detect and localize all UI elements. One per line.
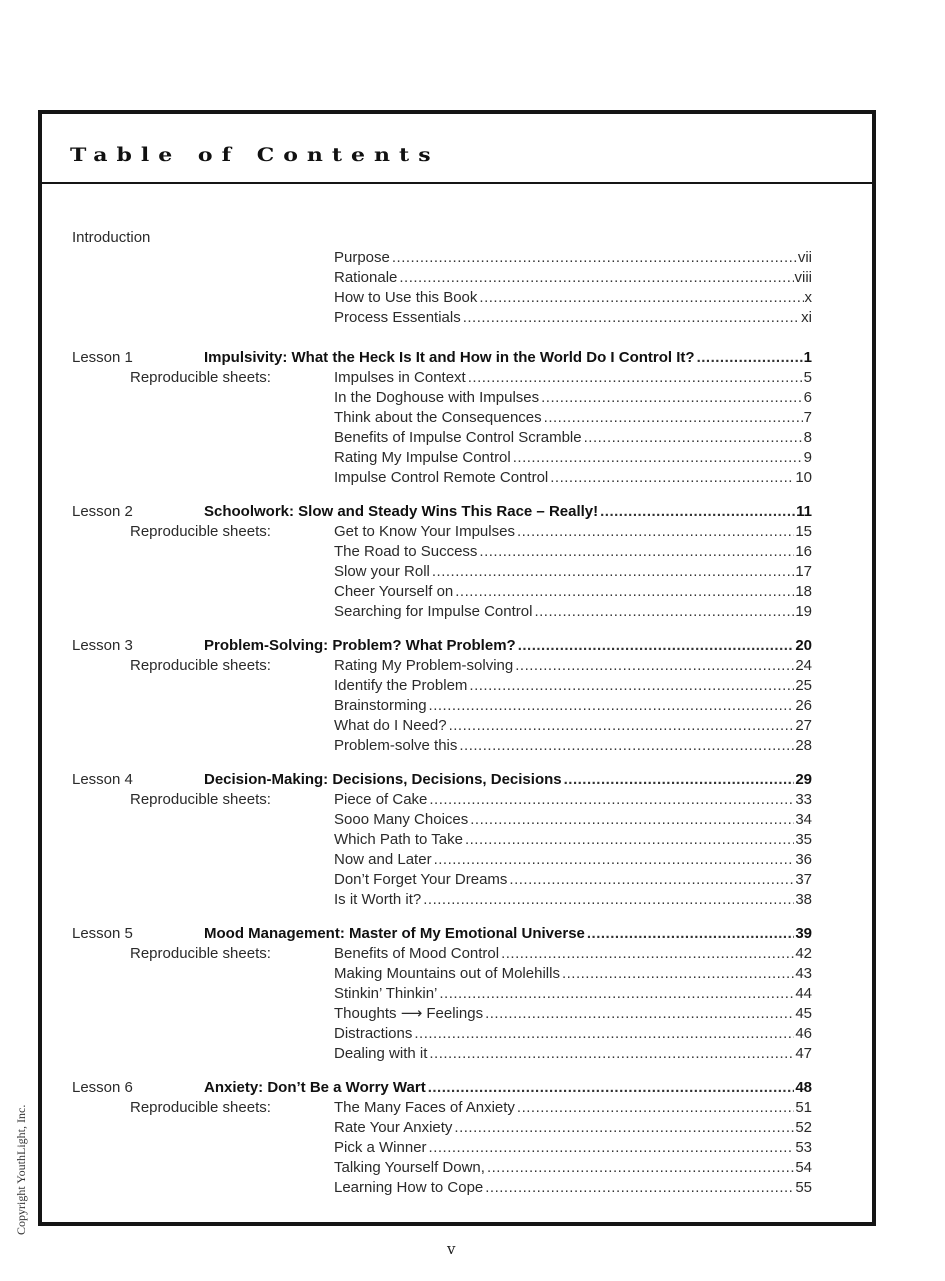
sheet-item[interactable] <box>334 582 812 602</box>
dot-leader <box>432 562 794 582</box>
entry-page-number: 24 <box>795 657 812 674</box>
sheet-item[interactable] <box>334 1044 812 1064</box>
sheet-item[interactable] <box>334 562 812 582</box>
lesson-title[interactable] <box>204 924 812 944</box>
page-title: Table of Contents <box>70 144 440 167</box>
entry-page-number: 8 <box>803 429 812 446</box>
entry-title: Anxiety: Don’t Be a Worry Wart <box>204 1079 426 1096</box>
reproducible-sheets-label: Reproducible sheets: <box>130 945 271 962</box>
entry-page-number: 29 <box>795 771 812 788</box>
dot-leader <box>465 830 794 850</box>
sheet-item[interactable] <box>334 964 812 984</box>
sheet-item[interactable] <box>334 468 812 488</box>
entry-page-number: 7 <box>803 409 812 426</box>
entry-title: The Road to Success <box>334 543 478 560</box>
sheet-item[interactable] <box>334 656 812 676</box>
dot-leader <box>399 268 793 288</box>
dot-leader <box>479 542 794 562</box>
sheet-item[interactable] <box>334 1098 812 1118</box>
lesson-label: Lesson 5 <box>72 925 133 942</box>
entry-page-number: 54 <box>795 1159 812 1176</box>
entry-page-number: 10 <box>795 469 812 486</box>
entry-page-number: 53 <box>795 1139 812 1156</box>
entry-page-number: 20 <box>795 637 812 654</box>
dot-leader <box>487 1158 794 1178</box>
entry-page-number: 33 <box>795 791 812 808</box>
dot-leader <box>513 448 803 468</box>
entry-page-number: 48 <box>795 1079 812 1096</box>
entry-title: Problem-solve this <box>334 737 458 754</box>
entry-page-number: 6 <box>803 389 812 406</box>
dot-leader <box>515 656 794 676</box>
entry-page-number: 1 <box>803 349 812 366</box>
entry-page-number: 55 <box>795 1179 812 1196</box>
entry-page-number: 17 <box>795 563 812 580</box>
entry-title: Problem-Solving: Problem? What Problem? <box>204 637 516 654</box>
lesson-label: Lesson 2 <box>72 503 133 520</box>
lesson-title[interactable] <box>204 1078 812 1098</box>
entry-title: Thoughts ⟶ Feelings <box>334 1005 484 1022</box>
entry-page-number: 42 <box>795 945 812 962</box>
sheet-item[interactable] <box>334 602 812 622</box>
dot-leader <box>541 388 803 408</box>
reproducible-sheets-label: Reproducible sheets: <box>130 523 271 540</box>
entry-title: Cheer Yourself on <box>334 583 454 600</box>
entry-title: Brainstorming <box>334 697 427 714</box>
entry-title: Stinkin’ Thinkin’ <box>334 985 438 1002</box>
sheet-item[interactable] <box>334 1178 812 1198</box>
dot-leader <box>550 468 794 488</box>
entry-page-number: 19 <box>795 603 812 620</box>
reproducible-sheets-label: Reproducible sheets: <box>130 791 271 808</box>
entry-page-number: 16 <box>795 543 812 560</box>
sheet-item[interactable] <box>334 810 812 830</box>
sheet-item[interactable] <box>334 890 812 910</box>
sheet-item[interactable] <box>334 676 812 696</box>
dot-leader <box>564 770 795 790</box>
entry-page-number: xi <box>801 309 812 326</box>
entry-title: Sooo Many Choices <box>334 811 469 828</box>
sheet-item[interactable] <box>334 870 812 890</box>
entry-page-number: x <box>804 289 812 306</box>
dot-leader <box>455 582 794 602</box>
entry-title: Pick a Winner <box>334 1139 427 1156</box>
dot-leader <box>392 248 797 268</box>
dot-leader <box>463 308 800 328</box>
entry-title: Dealing with it <box>334 1045 428 1062</box>
page-number: v <box>447 1240 456 1258</box>
entry-page-number: 39 <box>795 925 812 942</box>
entry-page-number: 18 <box>795 583 812 600</box>
entry-title: Mood Management: Master of My Emotional Universe <box>204 925 585 942</box>
dot-leader <box>429 696 795 716</box>
entry-title: Decision-Making: Decisions, Decisions, Decisions <box>204 771 562 788</box>
reproducible-sheets-label: Reproducible sheets: <box>130 369 271 386</box>
entry-title: Impulses in Context <box>334 369 466 386</box>
entry-title: Piece of Cake <box>334 791 428 808</box>
dot-leader <box>454 1118 794 1138</box>
entry-title: Searching for Impulse Control <box>334 603 533 620</box>
dot-leader <box>534 602 794 622</box>
dot-leader <box>518 636 795 656</box>
sheet-item[interactable] <box>334 696 812 716</box>
entry-title: Think about the Consequences <box>334 409 542 426</box>
sheet-item[interactable] <box>334 736 812 756</box>
sheet-item[interactable] <box>334 448 812 468</box>
entry-title: Impulse Control Remote Control <box>334 469 549 486</box>
entry-title: Learning How to Cope <box>334 1179 484 1196</box>
entry-page-number: 28 <box>795 737 812 754</box>
dot-leader <box>414 1024 794 1044</box>
entry-title: Benefits of Mood Control <box>334 945 500 962</box>
entry-page-number: 47 <box>795 1045 812 1062</box>
dot-leader <box>449 716 795 736</box>
reproducible-sheets-label: Reproducible sheets: <box>130 657 271 674</box>
entry-page-number: 5 <box>803 369 812 386</box>
dot-leader <box>468 368 803 388</box>
entry-page-number: 51 <box>795 1099 812 1116</box>
entry-title: Talking Yourself Down, <box>334 1159 485 1176</box>
entry-title: The Many Faces of Anxiety <box>334 1099 515 1116</box>
introduction-label: Introduction <box>72 229 151 246</box>
sheet-item[interactable] <box>334 1024 812 1044</box>
dot-leader <box>501 944 794 964</box>
lesson-title[interactable] <box>204 502 812 522</box>
entry-title: Is it Worth it? <box>334 891 422 908</box>
entry-title: Identify the Problem <box>334 677 468 694</box>
sheet-item[interactable] <box>334 850 812 870</box>
entry-title: Don’t Forget Your Dreams <box>334 871 508 888</box>
toc-header <box>42 114 872 184</box>
intro-item[interactable] <box>334 308 812 328</box>
dot-leader <box>485 1178 794 1198</box>
lesson-title[interactable] <box>204 770 812 790</box>
entry-title: Rating My Problem-solving <box>334 657 514 674</box>
entry-title: Which Path to Take <box>334 831 463 848</box>
dot-leader <box>423 890 794 910</box>
entry-title: Rationale <box>334 269 398 286</box>
dot-leader <box>439 984 794 1004</box>
sheet-item[interactable] <box>334 542 812 562</box>
dot-leader <box>485 1004 794 1024</box>
entry-page-number: 45 <box>795 1005 812 1022</box>
sheet-item[interactable] <box>334 408 812 428</box>
entry-page-number: 43 <box>795 965 812 982</box>
dot-leader <box>470 810 794 830</box>
entry-title: Get to Know Your Impulses <box>334 523 515 540</box>
sheet-item[interactable] <box>334 790 812 810</box>
reproducible-sheets-label: Reproducible sheets: <box>130 1099 271 1116</box>
entry-page-number: 52 <box>795 1119 812 1136</box>
dot-leader <box>587 924 794 944</box>
dot-leader <box>429 1044 794 1064</box>
dot-leader <box>584 428 803 448</box>
entry-title: Process Essentials <box>334 309 461 326</box>
sheet-item[interactable] <box>334 830 812 850</box>
entry-title: Rate Your Anxiety <box>334 1119 453 1136</box>
entry-page-number: 46 <box>795 1025 812 1042</box>
dot-leader <box>562 964 794 984</box>
entry-title: Rating My Impulse Control <box>334 449 511 466</box>
lesson-title[interactable] <box>204 348 812 368</box>
entry-page-number: 11 <box>796 503 812 520</box>
entry-page-number: 35 <box>795 831 812 848</box>
entry-title: How to Use this Book <box>334 289 478 306</box>
dot-leader <box>469 676 794 696</box>
entry-title: Benefits of Impulse Control Scramble <box>334 429 582 446</box>
toc-frame <box>38 110 876 1226</box>
dot-leader <box>429 790 794 810</box>
lesson-label: Lesson 3 <box>72 637 133 654</box>
copyright-notice: Copyright YouthLight, Inc. <box>14 1104 28 1235</box>
intro-item[interactable] <box>334 268 812 288</box>
entry-page-number: 44 <box>795 985 812 1002</box>
entry-page-number: 9 <box>803 449 812 466</box>
dot-leader <box>459 736 794 756</box>
sheet-item[interactable] <box>334 1118 812 1138</box>
lesson-label: Lesson 1 <box>72 349 133 366</box>
sheet-item[interactable] <box>334 1138 812 1158</box>
sheet-item[interactable] <box>334 716 812 736</box>
lesson-label: Lesson 6 <box>72 1079 133 1096</box>
entry-page-number: vii <box>797 249 812 266</box>
entry-page-number: viii <box>794 269 812 286</box>
entry-page-number: 34 <box>795 811 812 828</box>
entry-page-number: 15 <box>795 523 812 540</box>
entry-title: Impulsivity: What the Heck Is It and How in the World Do I Control It? <box>204 349 695 366</box>
dot-leader <box>434 850 795 870</box>
sheet-item[interactable] <box>334 522 812 542</box>
dot-leader <box>517 522 794 542</box>
entry-page-number: 25 <box>795 677 812 694</box>
entry-page-number: 26 <box>795 697 812 714</box>
entry-title: What do I Need? <box>334 717 447 734</box>
entry-title: Purpose <box>334 249 390 266</box>
entry-title: In the Doghouse with Impulses <box>334 389 540 406</box>
sheet-item[interactable] <box>334 1004 812 1024</box>
lesson-title[interactable] <box>204 636 812 656</box>
lesson-label: Lesson 4 <box>72 771 133 788</box>
entry-page-number: 36 <box>795 851 812 868</box>
sheet-item[interactable] <box>334 368 812 388</box>
sheet-item[interactable] <box>334 944 812 964</box>
sheet-item[interactable] <box>334 1158 812 1178</box>
entry-title: Distractions <box>334 1025 413 1042</box>
entry-title: Slow your Roll <box>334 563 430 580</box>
dot-leader <box>429 1138 795 1158</box>
entry-title: Making Mountains out of Molehills <box>334 965 560 982</box>
dot-leader <box>517 1098 794 1118</box>
dot-leader <box>697 348 803 368</box>
dot-leader <box>479 288 803 308</box>
dot-leader <box>509 870 794 890</box>
entry-title: Schoolwork: Slow and Steady Wins This Race – Really! <box>204 503 599 520</box>
dot-leader <box>544 408 803 428</box>
entry-page-number: 37 <box>795 871 812 888</box>
sheet-item[interactable] <box>334 388 812 408</box>
intro-item[interactable] <box>334 288 812 308</box>
entry-page-number: 27 <box>795 717 812 734</box>
intro-item[interactable] <box>334 248 812 268</box>
entry-title: Now and Later <box>334 851 432 868</box>
dot-leader <box>600 502 795 522</box>
sheet-item[interactable] <box>334 984 812 1004</box>
entry-page-number: 38 <box>795 891 812 908</box>
dot-leader <box>428 1078 795 1098</box>
sheet-item[interactable] <box>334 428 812 448</box>
